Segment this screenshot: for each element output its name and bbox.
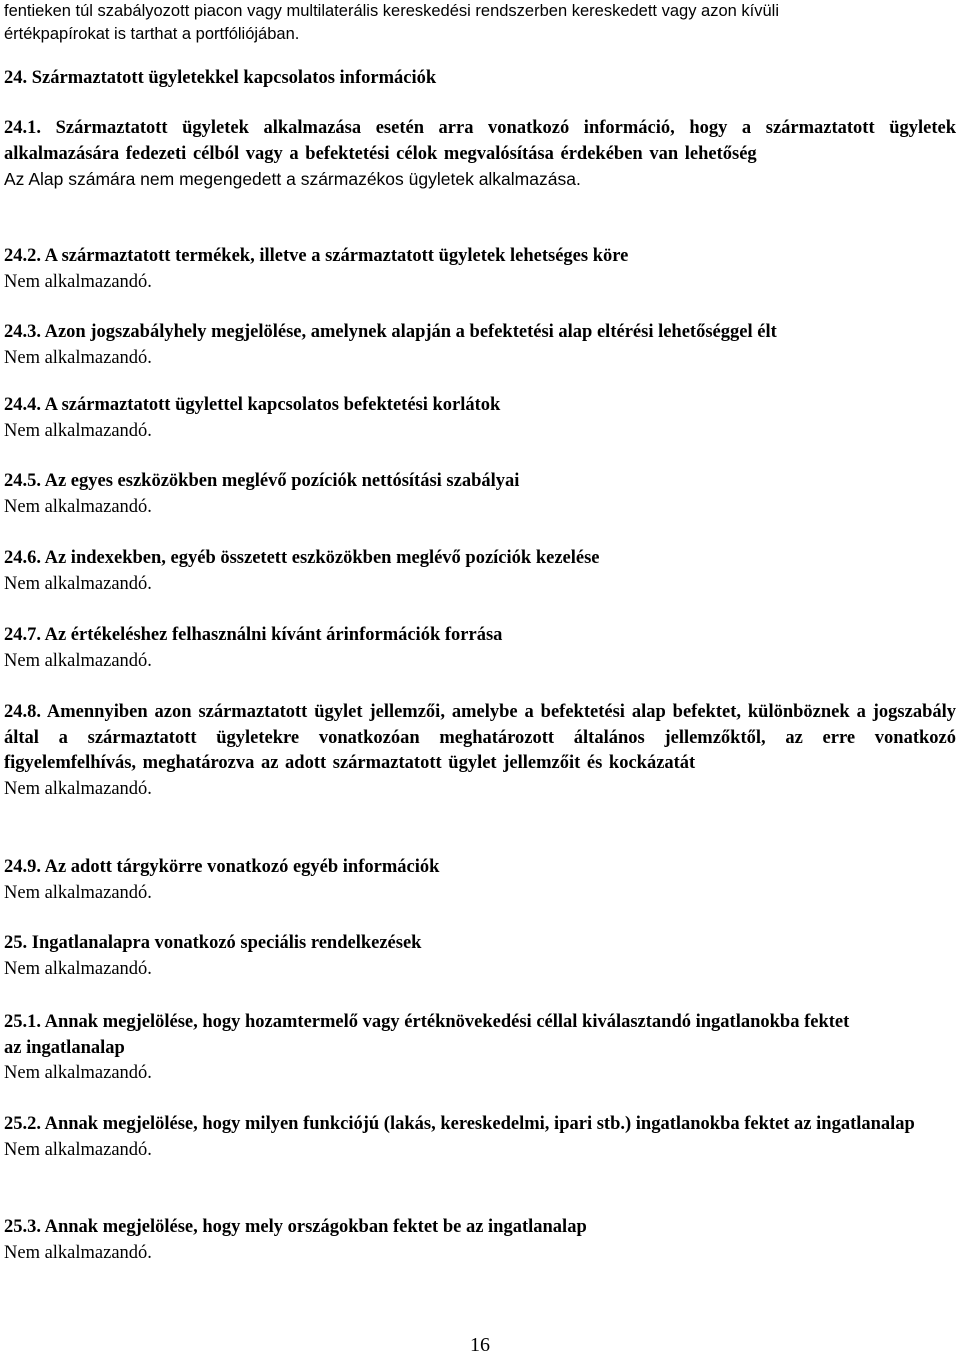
item-body: Nem alkalmazandó. <box>4 271 152 292</box>
item-25-2 <box>4 1112 956 1163</box>
item-heading: 25.1. Annak megjelölése, hogy hozamtermelő vagy értéknövekedési céllal kiválasztandó ingatlanokba fektet az ingatlanalap <box>4 1012 850 1058</box>
item-body: Nem alkalmazandó. <box>4 778 152 799</box>
item-heading: 24.7. Az értékeléshez felhasználni kívánt árinformációk forrása <box>4 625 503 645</box>
item-heading: 25.2. Annak megjelölése, hogy milyen funkciójú (lakás, kereskedelmi, ipari stb.) ingatlanokba fektet az ingatlanalap <box>4 1114 915 1134</box>
page-number: 16 <box>470 1334 490 1356</box>
item-heading: 24.2. A származtatott termékek, illetve a származtatott ügyletek lehetséges köre <box>4 246 629 266</box>
item-body: Nem alkalmazandó. <box>4 882 152 903</box>
intro-paragraph <box>4 0 956 46</box>
item-body: Nem alkalmazandó. <box>4 1242 152 1263</box>
intro-line-2: értékpapírokat is tarthat a portfóliójában. <box>4 25 300 43</box>
item-24-3 <box>4 320 956 371</box>
item-heading: 24.5. Az egyes eszközökben meglévő pozíciók nettósítási szabályai <box>4 471 520 491</box>
item-body: Nem alkalmazandó. <box>4 1063 152 1083</box>
section-25 <box>4 931 956 982</box>
intro-line-1: fentieken túl szabályozott piacon vagy multilaterális kereskedési rendszerben kereskedett vagy azon kívüli <box>4 2 779 20</box>
item-body: Nem alkalmazandó. <box>4 496 152 517</box>
item-body: Nem alkalmazandó. <box>4 1139 152 1160</box>
item-body: Az Alap számára nem megengedett a származékos ügyletek alkalmazása. <box>4 169 581 189</box>
item-24-9 <box>4 855 956 906</box>
item-25-1 <box>4 1010 854 1087</box>
item-body: Nem alkalmazandó. <box>4 958 152 979</box>
item-24-6 <box>4 546 956 597</box>
item-heading: 24.4. A származtatott ügylettel kapcsolatos befektetési korlátok <box>4 395 501 415</box>
item-body: Nem alkalmazandó. <box>4 347 152 368</box>
item-24-1 <box>4 116 956 192</box>
item-24-2 <box>4 244 956 295</box>
item-heading: 24.6. Az indexekben, egyéb összetett eszközökben meglévő pozíciók kezelése <box>4 548 600 568</box>
item-heading: 24.3. Azon jogszabályhely megjelölése, amelynek alapján a befektetési alap eltérési lehetőséggel élt <box>4 322 777 342</box>
item-heading: 24.1. Származtatott ügyletek alkalmazása esetén arra vonatkozó információ, hogy a származtatott ügyletek alkalmazására fedezeti célból vagy a befektetési célok megvalósítása érdekében van lehetőség <box>4 118 956 164</box>
item-heading: 25.3. Annak megjelölése, hogy mely országokban fektet be az ingatlanalap <box>4 1217 587 1237</box>
item-body: Nem alkalmazandó. <box>4 573 152 594</box>
item-heading: 24.9. Az adott tárgykörre vonatkozó egyéb információk <box>4 857 440 877</box>
item-body: Nem alkalmazandó. <box>4 650 152 671</box>
item-heading: 24.8. Amennyiben azon származtatott ügylet jellemzői, amelybe a befektetési alap befektet, különböznek a jogszabály által a származtatott ügyletekre vonatkozóan meghatározott általános jellemzőktől, az erre vonatkozó figyelemfelhívás, meghatározva az adott származtatott ügylet jellemzőit és kockázatát <box>4 702 956 773</box>
item-heading: 25. Ingatlanalapra vonatkozó speciális rendelkezések <box>4 933 422 953</box>
item-24-7 <box>4 623 956 674</box>
item-24-8 <box>4 700 956 802</box>
item-24-4 <box>4 393 956 444</box>
item-24-5 <box>4 469 956 520</box>
section-24-title: 24. Származtatott ügyletekkel kapcsolatos információk <box>4 68 437 88</box>
item-body: Nem alkalmazandó. <box>4 420 152 441</box>
item-25-3 <box>4 1215 956 1266</box>
